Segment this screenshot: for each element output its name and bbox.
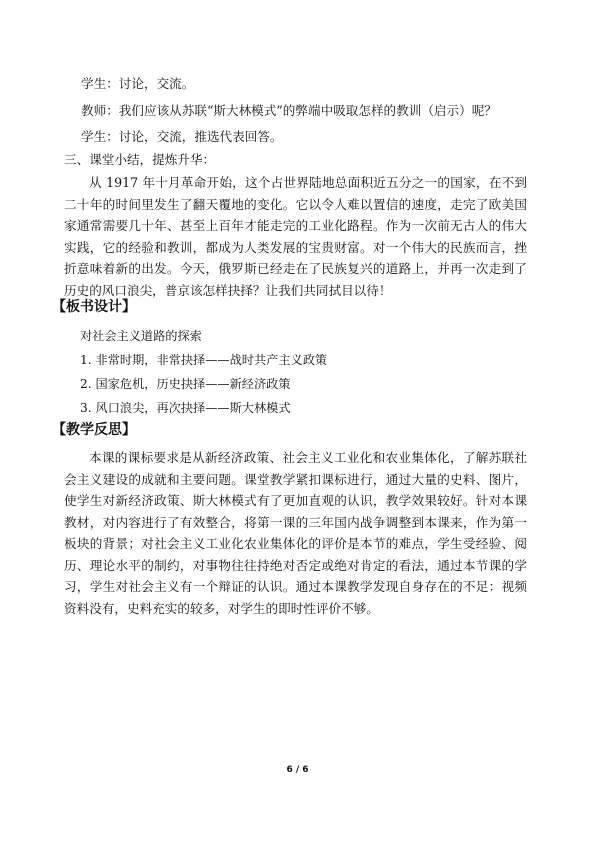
reflection-heading: 【教学反思】 bbox=[52, 422, 136, 438]
board-design-item-1: 1. 非常时期，非常抉择——战时共产主义政策 bbox=[80, 353, 328, 367]
summary-paragraph: 从 1917 年十月革命开始，这个占世界陆地总面积近五分之一的国家，在不到二十年的时间里发生了翻天覆地的变化。它以令人难以置信的速度，走完了欧美国家通常需要几十年、甚至上百年才能走完的工业化路程。作为一次前无古人的伟大实践，它的经验和教训，都成为人类发展的宝贵财富。对一个伟大的民族而言，挫折意味着新的出发。今天，俄罗斯已经走在了民族复兴的道路上，并再一次走到了历史的风口浪尖，普京该怎样抉择？让我们共同拭目以待！ bbox=[64, 175, 527, 298]
board-design-item-3: 3. 风口浪尖，再次抉择——斯大林模式 bbox=[80, 401, 291, 415]
board-design-heading: 【板书设计】 bbox=[52, 299, 136, 315]
board-design-item-2: 2. 国家危机，历史抉择——新经济政策 bbox=[80, 377, 291, 391]
dialog-teacher-line: 教师：我们应该从苏联“斯大林模式”的弊端中吸取怎样的教训（启示）呢？ bbox=[81, 103, 497, 118]
dialog-student-line-1: 学生：讨论，交流。 bbox=[81, 76, 195, 91]
dialog-student-line-2: 学生：讨论，交流，推选代表回答。 bbox=[81, 129, 283, 144]
board-design-title: 对社会主义道路的探索 bbox=[80, 329, 202, 343]
section3-title: 三、课堂小结，提炼升华： bbox=[64, 152, 216, 167]
page-number: 6 / 6 bbox=[286, 765, 309, 775]
reflection-paragraph: 本课的课标要求是从新经济政策、社会主义工业化和农业集体化，了解苏联社会主义建设的成就和主要问题。课堂教学紧扣课标进行，通过大量的史料、图片，使学生对新经济政策、斯大林模式有了更加直观的认识，教学效果较好。针对本课教材，对内容进行了有效整合，将第一课的三年国内战争调整到本课来，作为第一板块的背景；对社会主义工业化农业集体化的评价是本节的难点，学生受经验、阅历、理论水平的制约，对事物往往持绝对否定或绝对肯定的看法，通过本节课的学习，学生对社会主义有一个辩证的认识。通过本课教学发现自身存在的不足：视频资料没有，史料充实的较多，对学生的即时性评价不够。 bbox=[64, 450, 527, 616]
